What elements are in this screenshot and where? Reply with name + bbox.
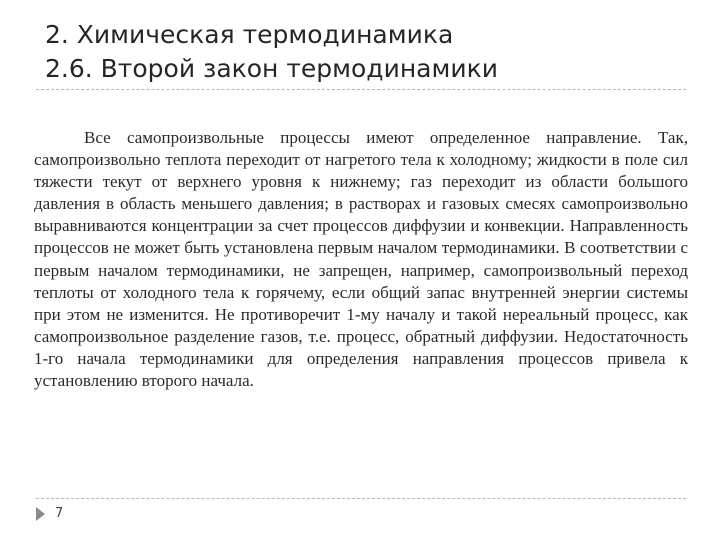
title-line-chapter: 2. Химическая термодинамика (45, 20, 454, 49)
title-line-section: 2.6. Второй закон термодинамики (45, 54, 498, 83)
body-paragraph: Все самопроизвольные процессы имеют определенное направление. Так, самопроизвольно теплота переходит от нагретого тела к холодному; жидкости в поле сил тяжести текут от верхнего уровня к нижнему; газ переходит из области большого давления в область меньшего давления; в растворах и газовых смесях самопроизвольно выравниваются концентрации за счет процессов диффузии и конвекции. Направленность процессов не может быть установлена первым началом термодинамики. В соответствии с первым началом термодинамики, не запрещен, например, самопроизвольный переход теплоты от холодного тела к горячему, если общий запас внутренней энергии системы при этом не изменится. Не противоречит 1-му началу и такой нереальный процесс, как самопроизвольное разделение газов, т.е. процесс, обратный диффузии. Недостаточность 1-го начала термодинамики для определения направления процессов привела к установлению второго начала. (34, 128, 688, 391)
slide-title (45, 18, 695, 86)
footer-divider (36, 498, 686, 499)
page-arrow-icon (36, 507, 45, 521)
title-divider (36, 89, 686, 90)
page-number: 7 (55, 506, 64, 521)
